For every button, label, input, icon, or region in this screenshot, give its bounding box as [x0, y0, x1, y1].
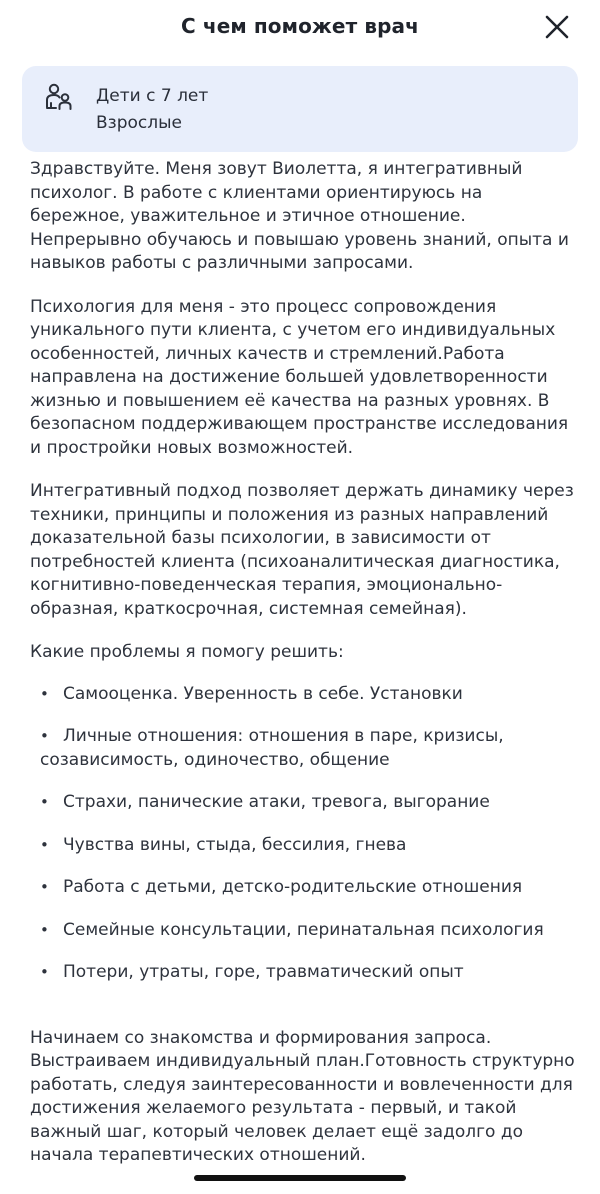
close-button[interactable]	[544, 14, 570, 40]
bullet-icon: •	[40, 920, 49, 939]
page-title: С чем поможет врач	[181, 14, 419, 38]
list-item: • Самооценка. Уверенность в себе. Установки	[30, 683, 578, 707]
list-item: • Чувства вины, стыда, бессилия, гнева	[30, 834, 578, 858]
family-icon	[44, 82, 74, 112]
list-item: • Личные отношения: отношения в паре, кризисы, созависимость, одиночество, общение	[40, 726, 504, 770]
bullet-icon: •	[40, 835, 49, 854]
list-item: • Потери, утраты, горе, травматический опыт	[30, 961, 578, 985]
approach-paragraph: Психология для меня - это процесс сопровождения уникального пути клиента, с учетом его индивидуальных особенностей, личных качеств и стремлений.Работа направлена на достижение большей удовлетворенности жизнью и повышением её качества на разных уровнях. В безопасном поддерживающем пространстве исследования и простройки новых возможностей.	[30, 296, 569, 458]
bullet-icon: •	[40, 963, 49, 981]
home-indicator[interactable]	[194, 1175, 406, 1181]
bullet-icon: •	[40, 793, 49, 811]
closing-paragraph: Начинаем со знакомства и формирования запроса. Выстраиваем индивидуальный план.Готовность структурно работать, следуя заинтересованности и вовлеченности для достижения желаемого результата - первый, и такой важный шаг, который человек делает ещё задолго до начала терапевтических отношений.	[30, 1027, 575, 1165]
close-icon[interactable]	[544, 14, 570, 40]
method-paragraph: Интегративный подход позволяет держать динамику через техники, принципы и положения из разных направлений доказательной базы психологии, в зависимости от потребностей клиента (психоаналитическая диагностика, когнитивно-поведенческая терапия, эмоционально-образная, краткосрочная, системная семейная).	[30, 481, 574, 619]
problems-heading: Какие проблемы я помогу решить:	[30, 642, 344, 662]
list-item: • Работа с детьми, детско-родительские отношения	[30, 876, 578, 900]
age-group-children: Дети с 7 лет	[96, 86, 209, 106]
age-groups-card	[22, 66, 578, 152]
bullet-icon: •	[40, 684, 49, 703]
age-groups-list	[96, 83, 208, 137]
doctor-description	[30, 158, 578, 1188]
problems-list	[30, 683, 578, 985]
bullet-icon: •	[40, 878, 49, 896]
intro-paragraph: Здравствуйте. Меня зовут Виолетта, я интегративный психолог. В работе с клиентами ориентируюсь на бережное, уважительное и этичное отношение. Непрерывно обучаюсь и повышаю уровень знаний, опыта и навыков работы с различными запросами.	[30, 159, 569, 273]
list-item: • Семейные консультации, перинатальная психология	[30, 919, 578, 943]
list-item: • Страхи, панические атаки, тревога, выгорание	[30, 791, 578, 815]
header	[0, 0, 600, 54]
age-group-adults: Взрослые	[96, 113, 182, 133]
bullet-icon: •	[40, 727, 49, 745]
